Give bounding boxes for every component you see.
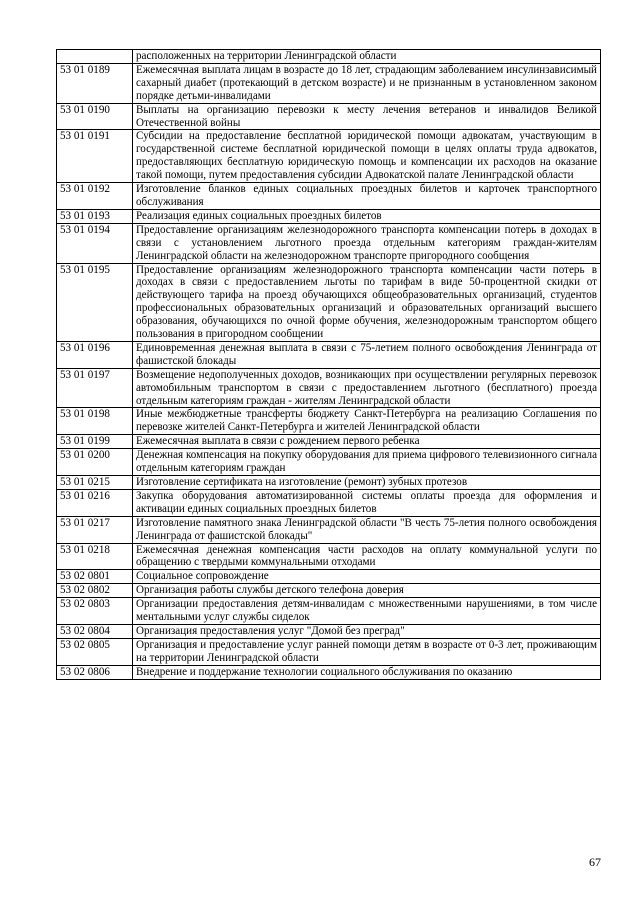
row-description: Субсидии на предоставление бесплатной юридической помощи адвокатам, участвующим в государственной системе бесплатной юридической помощи в целях оплаты труда адвокатов, предоставляющих бесплатную юридическую помощь и компенсации их расходов на оказание такой помощи, путем предоставления субсидии Адвокатской палате Ленинградской области xyxy=(133,130,601,183)
table-row xyxy=(57,103,601,130)
page-number: 67 xyxy=(589,855,601,869)
row-description: Единовременная денежная выплата в связи с 75-летием полного освобождения Ленинграда от фашистской блокады xyxy=(133,341,601,368)
row-code: 53 01 0218 xyxy=(57,543,133,570)
table-row xyxy=(57,63,601,103)
row-description: Социальное сопровождение xyxy=(133,570,601,584)
row-code: 53 01 0216 xyxy=(57,489,133,516)
table-row xyxy=(57,598,601,625)
row-code: 53 01 0199 xyxy=(57,435,133,449)
table-row xyxy=(57,50,601,64)
table-row xyxy=(57,341,601,368)
row-description: Ежемесячная выплата лицам в возрасте до 18 лет, страдающим заболеванием инсулинзависимый сахарный диабет (протекающий в детском возрасте) и не признанным в установленном законом порядке детьми-инвалидами xyxy=(133,63,601,103)
row-code: 53 01 0191 xyxy=(57,130,133,183)
row-description: Денежная компенсация на покупку оборудования для приема цифрового телевизионного сигнала отдельным категориям граждан xyxy=(133,449,601,476)
row-code xyxy=(57,50,133,64)
row-code: 53 01 0215 xyxy=(57,476,133,490)
table-row xyxy=(57,368,601,408)
row-description: Предоставление организациям железнодорожного транспорта компенсации части потерь в доходах в связи с предоставлением льготы по тарифам в виде 50-процентной скидки от действующего тарифа на проезд обучающихся общеобразовательных организаций, студентов профессиональных образовательных организаций и образовательных организаций высшего образования, обучающихся по очной форме обучения, железнодорожным транспортом общего пользования в пригородном сообщении xyxy=(133,263,601,341)
table-row xyxy=(57,624,601,638)
row-description: Выплаты на организацию перевозки к месту лечения ветеранов и инвалидов Великой Отечественной войны xyxy=(133,103,601,130)
row-code: 53 02 0803 xyxy=(57,598,133,625)
row-description: Возмещение недополученных доходов, возникающих при осуществлении регулярных перевозок автомобильным транспортом в связи с предоставлением льготного (бесплатного) проезда отдельным категориям граждан - жителям Ленинградской области xyxy=(133,368,601,408)
row-description: Изготовление бланков единых социальных проездных билетов и карточек транспортного обслуживания xyxy=(133,183,601,210)
row-code: 53 01 0192 xyxy=(57,183,133,210)
row-description: Предоставление организациям железнодорожного транспорта компенсации потерь в доходах в связи с установлением льготного проезда отдельным категориям граждан-жителям Ленинградской области на железнодорожном транспорте пригородного сообщения xyxy=(133,223,601,263)
budget-codes-table xyxy=(56,49,601,680)
table-row xyxy=(57,130,601,183)
row-description: Внедрение и поддержание технологии социального обслуживания по оказанию xyxy=(133,665,601,679)
table-row xyxy=(57,570,601,584)
row-code: 53 02 0801 xyxy=(57,570,133,584)
table-row xyxy=(57,665,601,679)
row-description: Ежемесячная выплата в связи с рождением первого ребенка xyxy=(133,435,601,449)
row-description: Иные межбюджетные трансферты бюджету Санкт-Петербурга на реализацию Соглашения по перевозке жителей Санкт-Петербурга и жителей Ленинградской области xyxy=(133,408,601,435)
row-description: Изготовление памятного знака Ленинградской области "В честь 75-летия полного освобождения Ленинграда от фашистской блокады" xyxy=(133,516,601,543)
row-code: 53 01 0197 xyxy=(57,368,133,408)
row-code: 53 01 0193 xyxy=(57,209,133,223)
budget-codes-body xyxy=(57,50,601,680)
row-description: Ежемесячная денежная компенсация части расходов на оплату коммунальной услуги по обращению с твердыми коммунальными отходами xyxy=(133,543,601,570)
table-row xyxy=(57,638,601,665)
table-row xyxy=(57,223,601,263)
row-code: 53 01 0196 xyxy=(57,341,133,368)
row-description: расположенных на территории Ленинградской области xyxy=(133,50,601,64)
row-code: 53 01 0190 xyxy=(57,103,133,130)
table-row xyxy=(57,449,601,476)
row-code: 53 02 0806 xyxy=(57,665,133,679)
table-row xyxy=(57,516,601,543)
row-description: Закупка оборудования автоматизированной системы оплаты проезда для оформления и активации единых социальных проездных билетов xyxy=(133,489,601,516)
table-row xyxy=(57,408,601,435)
row-code: 53 01 0200 xyxy=(57,449,133,476)
row-code: 53 02 0802 xyxy=(57,584,133,598)
row-code: 53 02 0805 xyxy=(57,638,133,665)
table-row xyxy=(57,183,601,210)
row-code: 53 01 0198 xyxy=(57,408,133,435)
row-description: Изготовление сертификата на изготовление (ремонт) зубных протезов xyxy=(133,476,601,490)
row-description: Реализация единых социальных проездных билетов xyxy=(133,209,601,223)
table-row xyxy=(57,209,601,223)
row-code: 53 01 0189 xyxy=(57,63,133,103)
table-row xyxy=(57,263,601,341)
row-description: Организация и предоставление услуг ранней помощи детям в возрасте от 0-3 лет, проживающим на территории Ленинградской области xyxy=(133,638,601,665)
table-row xyxy=(57,435,601,449)
table-row xyxy=(57,476,601,490)
row-description: Организации предоставления детям-инвалидам с множественными нарушениями, в том числе ментальными услуг службы сиделок xyxy=(133,598,601,625)
table-row xyxy=(57,489,601,516)
row-description: Организация работы службы детского телефона доверия xyxy=(133,584,601,598)
row-code: 53 01 0217 xyxy=(57,516,133,543)
table-row xyxy=(57,543,601,570)
row-code: 53 01 0195 xyxy=(57,263,133,341)
row-code: 53 02 0804 xyxy=(57,624,133,638)
row-code: 53 01 0194 xyxy=(57,223,133,263)
row-description: Организация предоставления услуг "Домой без преград" xyxy=(133,624,601,638)
table-row xyxy=(57,584,601,598)
